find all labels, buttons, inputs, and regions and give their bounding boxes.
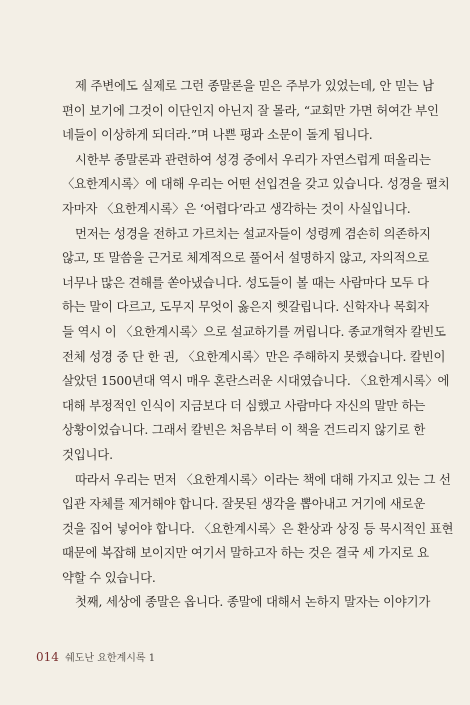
text-line: 살았던 1500년대 역시 매우 혼란스러운 시대였습니다. 〈요한계시록〉에 xyxy=(62,373,450,389)
text-line: 전체 성경 중 단 한 권, 〈요한계시록〉만은 주해하지 못했습니다. 칼빈이 xyxy=(62,348,446,364)
running-title: 쉐도난 요한계시록 1 xyxy=(65,653,156,664)
text-line: 첫째, 세상에 종말은 옵니다. 종말에 대해서 논하지 말자는 이야기가 xyxy=(75,594,431,610)
text-line: 입관 자체를 제거해야 합니다. 잘못된 생각을 뽑아내고 거기에 새로운 xyxy=(62,496,426,512)
text-line: 〈요한계시록〉에 대해 우리는 어떤 선입견을 갖고 있습니다. 성경을 펼치 xyxy=(62,176,450,192)
text-line: 때문에 복잡해 보이지만 여기서 말하고자 하는 것은 결국 세 가지로 요 xyxy=(62,545,429,561)
text-line: 들 역시 이 〈요한계시록〉으로 설교하기를 꺼립니다. 종교개혁자 칼빈도 xyxy=(62,323,446,339)
text-line: 시한부 종말론과 관련하여 성경 중에서 우리가 자연스럽게 떠올리는 xyxy=(75,151,431,167)
text-line: 하는 말이 다르고, 도무지 무엇이 옳은지 헷갈립니다. 신학자나 목회자 xyxy=(62,299,429,315)
text-line: 따라서 우리는 먼저 〈요한계시록〉이라는 책에 대해 가지고 있는 그 선 xyxy=(75,471,451,487)
text-line: 편이 보기에 그것이 이단인지 아닌지 잘 몰라, “교회만 가면 허여간 부인 xyxy=(62,102,439,118)
text-line: 않고, 또 말씀을 근거로 체계적으로 풀어서 설명하지 않고, 자의적으로 xyxy=(62,250,429,266)
text-line: 자마자 〈요한계시록〉은 ‘어렵다’라고 생각하는 것이 사실입니다. xyxy=(62,200,411,216)
text-line: 대해 부정적인 인식이 지금보다 더 심했고 사람마다 자신의 말만 하는 xyxy=(62,397,426,413)
text-line: 네들이 이상하게 되더라.”며 나쁜 평과 소문이 돌게 됩니다. xyxy=(62,127,373,143)
text-line: 제 주변에도 실제로 그런 종말론을 믿은 주부가 있었는데, 안 믿는 남 xyxy=(75,78,434,93)
text-line: 약할 수 있습니다. xyxy=(62,569,156,585)
page-footer xyxy=(36,649,155,664)
page-number: 014 xyxy=(36,650,59,664)
text-line: 상황이었습니다. 그래서 칼빈은 처음부터 이 책을 건드리지 않기로 한 xyxy=(62,422,426,438)
text-line: 것입니다. xyxy=(62,446,113,462)
text-line: 먼저는 성경을 전하고 가르치는 설교자들이 성령께 겸손히 의존하지 xyxy=(75,225,431,241)
text-line: 것을 집어 넣어야 합니다. 〈요한계시록〉은 환상과 상징 등 묵시적인 표현 xyxy=(62,520,454,536)
body-text xyxy=(62,74,454,615)
text-line: 너무나 많은 견해를 쏟아냈습니다. 성도들이 볼 때는 사람마다 모두 다 xyxy=(62,274,429,290)
